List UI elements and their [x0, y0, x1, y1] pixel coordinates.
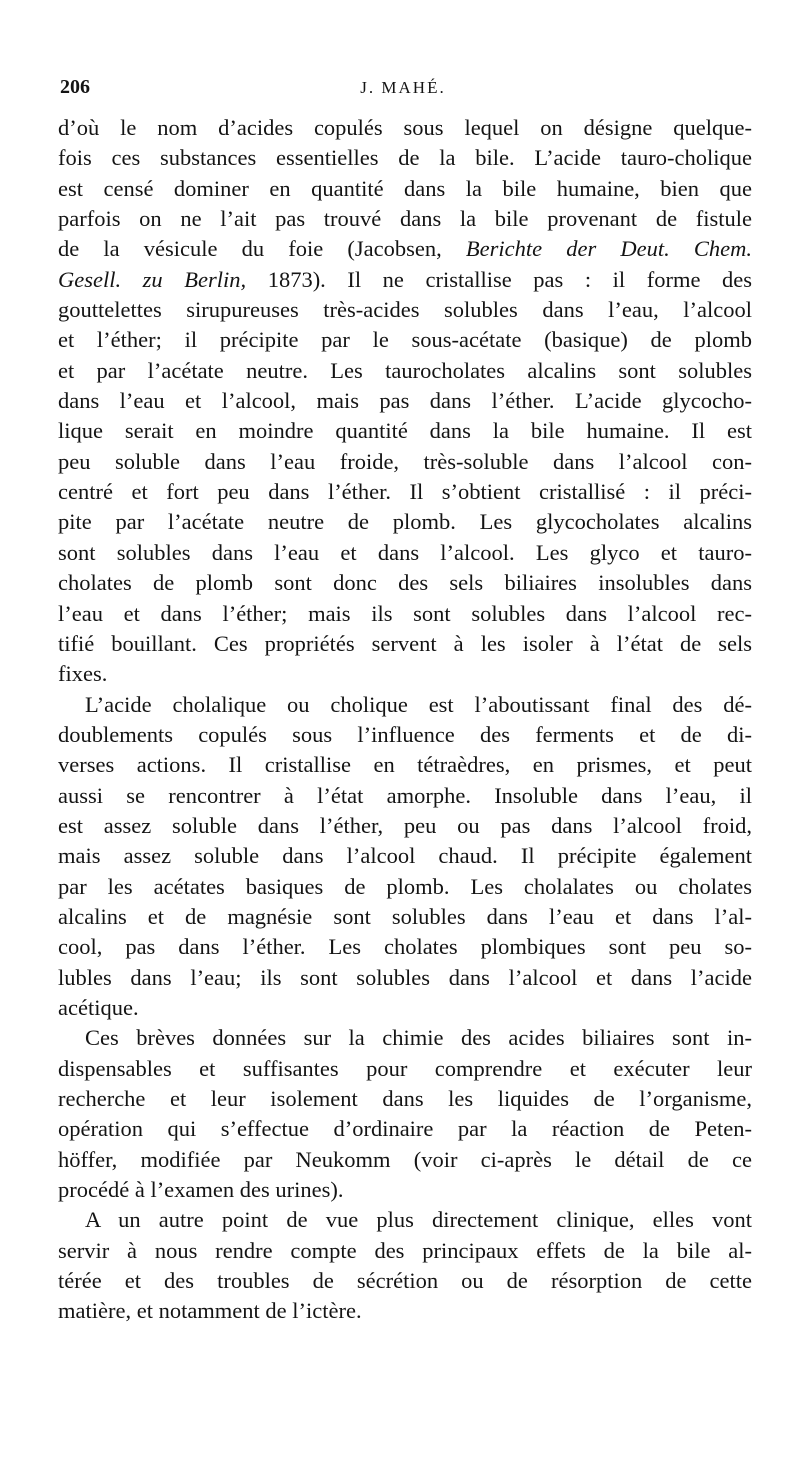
- text-line: [58, 356, 752, 386]
- text-line: [58, 143, 752, 173]
- text-line: [58, 507, 752, 537]
- line-text: L’acide cholalique ou cholique est l’aboutissant final des dé-: [85, 691, 752, 717]
- text-line: [58, 295, 752, 325]
- line-text: matière, et notamment de l’ictère.: [58, 1298, 362, 1324]
- line-text: servir à nous rendre compte des principaux effets de la bile al-: [58, 1237, 752, 1263]
- line-text: lique serait en moindre quantité dans la bile humaine. Il est: [58, 418, 752, 444]
- line-text: par les acétates basiques de plomb. Les cholalates ou cholates: [58, 873, 752, 899]
- running-title: J. MAHÉ.: [360, 78, 446, 97]
- text-line: [58, 174, 752, 204]
- line-text: centré et fort peu dans l’éther. Il s’obtient cristallisé : il préci-: [58, 479, 752, 505]
- text-line: [58, 659, 752, 689]
- line-text: tifié bouillant. Ces propriétés servent à les isoler à l’état de sels: [58, 630, 752, 656]
- line-text: parfois on ne l’ait pas trouvé dans la bile provenant de fistule: [58, 206, 752, 232]
- line-text: lubles dans l’eau; ils sont solubles dans l’alcool et dans l’acide: [58, 964, 752, 990]
- line-text: peu soluble dans l’eau froide, très-soluble dans l’alcool con-: [58, 448, 752, 474]
- text-line: [58, 599, 752, 629]
- italic-citation: Berichte der Deut. Chem.: [465, 236, 753, 262]
- text-line: [58, 1084, 752, 1114]
- text-line: [58, 113, 752, 143]
- text-line: [58, 1023, 752, 1053]
- text-line: [58, 265, 752, 295]
- line-text: fois ces substances essentielles de la bile. L’acide tauro-cholique: [58, 145, 752, 171]
- line-text: cool, pas dans l’éther. Les cholates plombiques sont peu so-: [58, 934, 752, 960]
- text-line: [58, 1145, 752, 1175]
- text-line: [58, 568, 752, 598]
- text-line: [58, 841, 752, 871]
- line-text: et par l’acétate neutre. Les taurocholates alcalins sont solubles: [58, 357, 752, 383]
- text-line: [58, 629, 752, 659]
- line-text: A un autre point de vue plus directement clinique, elles vont: [85, 1207, 752, 1233]
- text-line: [58, 811, 752, 841]
- text-line: [58, 1175, 752, 1205]
- line-text: recherche et leur isolement dans les liquides de l’organisme,: [58, 1086, 752, 1111]
- line-text: verses actions. Il cristallise en tétraèdres, en prismes, et peut: [58, 752, 752, 778]
- line-text: doublements copulés sous l’influence des ferments et de di-: [58, 721, 752, 747]
- line-text: fixes.: [58, 661, 108, 687]
- body-text: [58, 113, 752, 1327]
- text-line: [58, 781, 752, 811]
- page-number: 206: [60, 76, 90, 98]
- line-text: et l’éther; il précipite par le sous-acétate (basique) de plomb: [58, 327, 752, 353]
- text-line: [58, 416, 752, 446]
- line-text: l’eau et dans l’éther; mais ils sont solubles dans l’alcool rec-: [58, 600, 752, 626]
- text-line: [58, 234, 752, 264]
- text-line: [58, 720, 752, 750]
- line-text: alcalins et de magnésie sont solubles dans l’eau et dans l’al-: [58, 903, 752, 929]
- text-line: [58, 1054, 752, 1084]
- text-line: [58, 477, 752, 507]
- text-line: [58, 932, 752, 962]
- text-line: [58, 963, 752, 993]
- line-text: opération qui s’effectue d’ordinaire par la réaction de Peten-: [58, 1116, 752, 1142]
- italic-citation: Gesell. zu Berlin,: [58, 266, 247, 292]
- text-line: [58, 872, 752, 902]
- line-text: d’où le nom d’acides copulés sous lequel on désigne quelque-: [58, 115, 752, 140]
- text-line: [58, 1114, 752, 1144]
- text-line: [58, 447, 752, 477]
- line-text: procédé à l’examen des urines).: [58, 1177, 344, 1203]
- text-line: [58, 538, 752, 568]
- line-text: de la vésicule du foie (Jacobsen,: [58, 236, 442, 262]
- line-text: 1873). Il ne cristallise pas : il forme des: [267, 266, 753, 292]
- text-line: [58, 750, 752, 780]
- line-text: dans l’eau et l’alcool, mais pas dans l’éther. L’acide glycocho-: [58, 388, 752, 414]
- text-line: [58, 1266, 752, 1296]
- text-line: [58, 993, 752, 1023]
- line-text: aussi se rencontrer à l’état amorphe. Insoluble dans l’eau, il: [58, 782, 752, 808]
- running-head: [58, 76, 748, 106]
- line-text: höffer, modifiée par Neukomm (voir ci-après le détail de ce: [58, 1146, 752, 1172]
- line-text: cholates de plomb sont donc des sels biliaires insolubles dans: [58, 570, 752, 596]
- line-text: acétique.: [58, 994, 139, 1020]
- line-text: gouttelettes sirupureuses très-acides solubles dans l’eau, l’alcool: [58, 297, 752, 323]
- text-line: [58, 690, 752, 720]
- text-line: [58, 1205, 752, 1235]
- text-line: [58, 1236, 752, 1266]
- line-text: dispensables et suffisantes pour comprendre et exécuter leur: [58, 1055, 752, 1081]
- text-line: [58, 902, 752, 932]
- line-text: est censé dominer en quantité dans la bile humaine, bien que: [58, 175, 752, 201]
- line-text: est assez soluble dans l’éther, peu ou pas dans l’alcool froid,: [58, 812, 752, 838]
- line-text: sont solubles dans l’eau et dans l’alcool. Les glyco et tauro-: [58, 539, 752, 565]
- line-text: Ces brèves données sur la chimie des acides biliaires sont in-: [85, 1025, 752, 1051]
- text-line: [58, 204, 752, 234]
- line-text: pite par l’acétate neutre de plomb. Les glycocholates alcalins: [58, 509, 752, 535]
- text-line: [58, 325, 752, 355]
- text-line: [58, 386, 752, 416]
- line-text: térée et des troubles de sécrétion ou de résorption de cette: [58, 1268, 752, 1294]
- line-text: mais assez soluble dans l’alcool chaud. Il précipite également: [58, 843, 752, 869]
- text-line: [58, 1296, 752, 1326]
